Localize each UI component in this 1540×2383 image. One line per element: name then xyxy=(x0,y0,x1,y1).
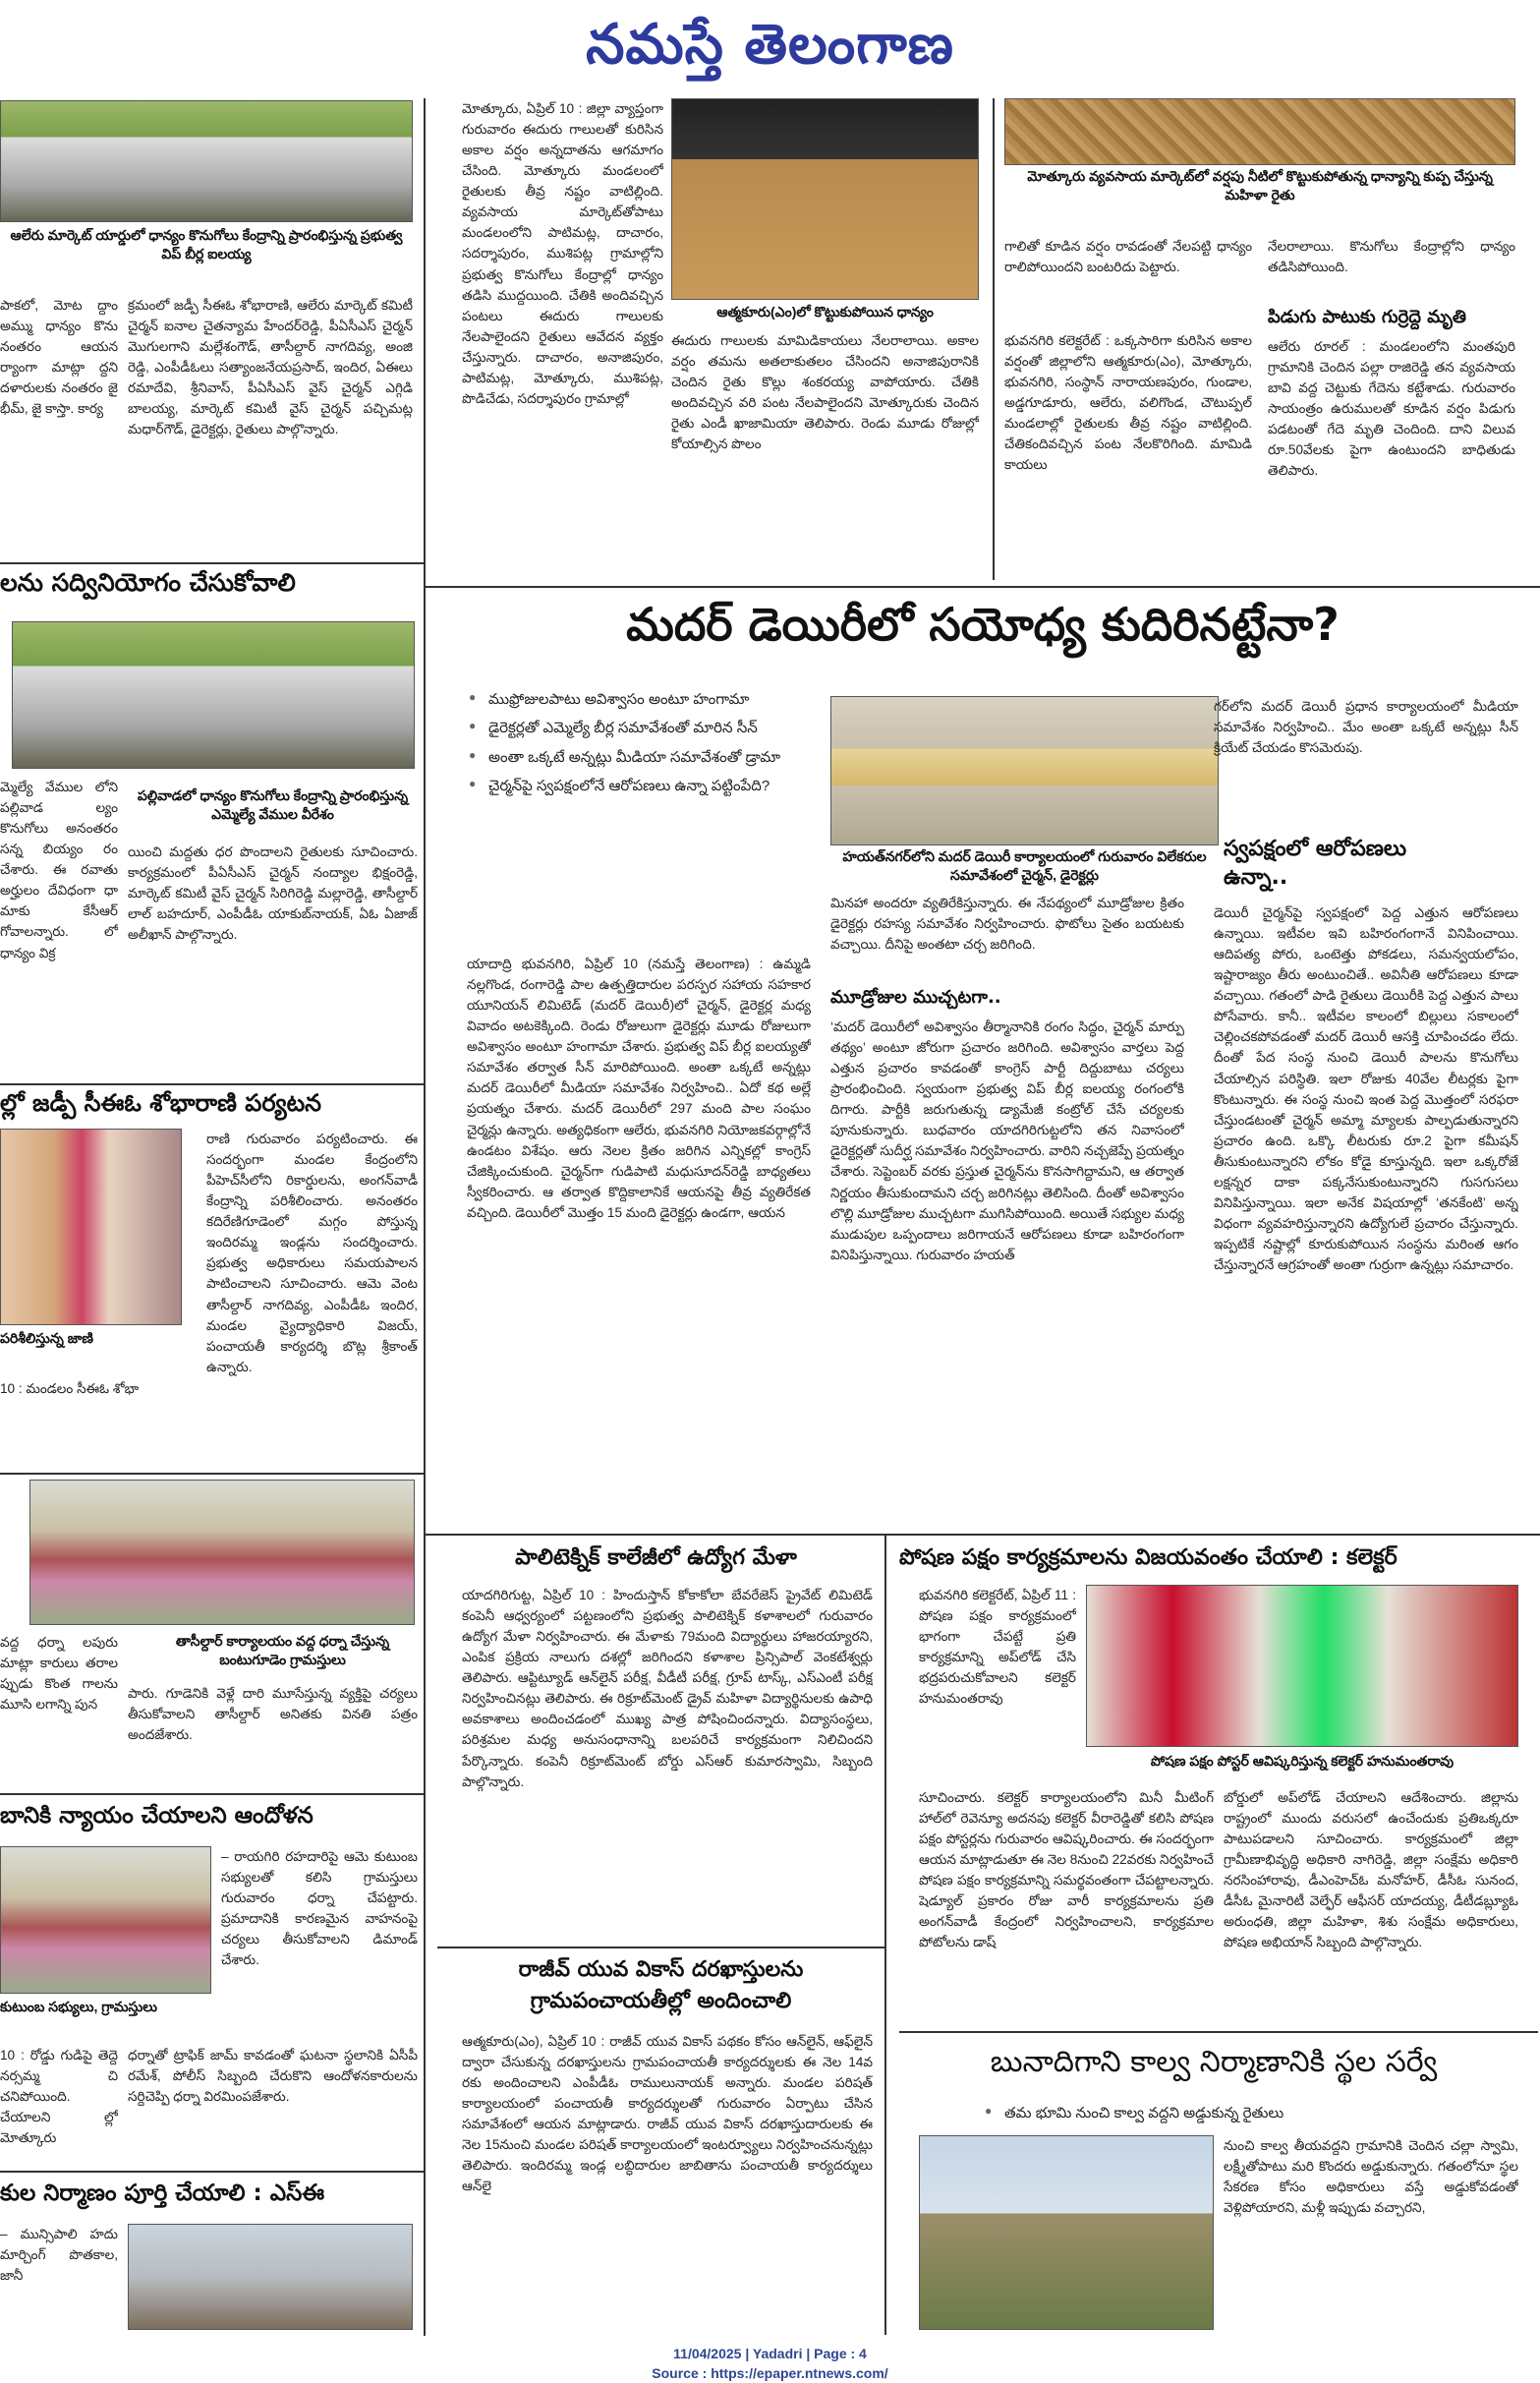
column-divider xyxy=(884,1534,886,2335)
caption-poshana-poster: పోషణ పక్షం పోస్టర్ ఆవిష్కరిస్తున్న కలెక్టర్ హనుమంతరావు xyxy=(1150,1753,1454,1769)
footer-source-line: Source : https://epaper.ntnews.com/ xyxy=(652,2364,888,2381)
section-divider xyxy=(0,1793,424,1795)
bullet-item: ● డైరెక్టర్లతో ఎమ్మెల్యే బీర్ల సమావేశంతో మారిన సీన్ xyxy=(467,717,821,739)
article-poshana-intro: భువనగిరి కలెక్టరేట్, ఏప్రిల్ 11 : పోషణ పక్షం కార్యక్రమంలో భాగంగా చేపట్టే ప్రతి కార్యక్రమాన్ని అప్‌లోడ్ చేసి భద్రపరుచుకోవాలని కలెక్టర్ హనుమంతరావు xyxy=(919,1588,1076,1707)
photo-mother-dairy-press xyxy=(830,696,1219,845)
article-pallivada-right: యించి మద్దతు ధర పొందాలని రైతులకు సూచించారు. కార్యక్రమంలో పీఏసీఎస్ చైర్మన్ నంద్యాల భిక్షంరెడ్డి, మార్కెట్ కమిటీ వైస్ చైర్మన్ సిరిగిరెడ్డి మల్లారెడ్డి, తాసీల్దార్ లాల్ బహదూర్, ఎంపీడీఓ యాకుబ్‌నాయక్, ఏఓ ఏజాజ్ అలీఖాన్ పాల్గొన్నారు. xyxy=(128,844,418,943)
caption-ceo-visit: పరిశీలిస్తున్న జాణి xyxy=(0,1330,93,1346)
caption-mothkur-market: మోత్కూరు వ్యవసాయ మార్కెట్‌లో వర్షపు నీటిలో కొట్టుకుపోతున్న ధాన్యాన్ని కుప్ప చేస్తున్న మహిళా రైతు xyxy=(1027,168,1493,203)
photo-ceo-visit xyxy=(0,1129,182,1325)
subhead-allegations: స్వపక్షంలో ఆరోపణలు ఉన్నా.. xyxy=(1224,837,1407,890)
article-rain-damage: మోత్కూరు, ఏప్రిల్ 10 : జిల్లా వ్యాప్తంగా గురువారం ఈదురు గాలులతో కురిసిన అకాల వర్షం అన్నదాతను ఆగమాగం చేసింది. మోత్కూరు మండలంలో రైతులకు తీవ్ర నష్టం వాటిల్లింది. వ్యవసాయ మార్కెట్‌తోపాటు మండలంలోని పాటిమట్ల, దాచారం, సదర్శాపురం, ముశిపట్ల గ్రామాల్లోని ప్రభుత్వ కొనుగోలు కేంద్రాల్లో ధాన్యం తడిసి ముద్దయింది. చేతికి అందివచ్చిన పంటలు ఈదురు గాలులకు నేలపాలైందని రైతులు ఆవేదన వ్యక్తం చేస్తున్నారు. దాచారం, అనాజిపురం, పాటిమట్ల, మోత్కూరు, ముశిపట్ల, పొడిచేడు, సదర్శాపురం గ్రామాల్లో xyxy=(462,101,663,406)
headline-canal-survey: బునాదిగాని కాల్వ నిర్మాణానికి స్థల సర్వే xyxy=(990,2045,1438,2079)
photo-mothkur-market xyxy=(1004,98,1515,165)
headline-job-mela: పాలిటెక్నిక్ కాలేజీలో ఉద్యోగ మేళా xyxy=(515,1545,797,1570)
section-divider xyxy=(899,2031,1538,2033)
article-main-col3a: గర్‌లోని మదర్ డెయిరీ ప్రధాన కార్యాలయంలో మీడియా సమావేశం నిర్వహించి.. మేం అంతా ఒక్కటే అన్నట్లు సీన్ క్రియేట్ చేయడం కొసమెరుపు. xyxy=(1214,699,1518,756)
section-divider xyxy=(0,1473,424,1475)
photo-canal-survey xyxy=(919,2135,1214,2330)
section-divider xyxy=(424,1534,1540,1536)
headline-ceo-visit: ల్లో జడ్పీ సీఈఓ శోభారాణి పర్యటన xyxy=(0,1089,321,1117)
article-main-col2b: ‘మదర్ డెయిరీలో అవిశ్వాసం తీర్మానానికి రంగం సిద్ధం, చైర్మన్ మార్పు తథ్యం’ అంటూ జోరుగా ప్రచారం జరిగింది. అవిశ్వాసం వార్తలు పెద్ద ఎత్తున ప్రచారం కావడంతో కాంగ్రెస్ పార్టీ దిద్దుబాటు చర్యలు ప్రారంభించింది. స్వయంగా ప్రభుత్వ విప్ బీర్ల ఐలయ్య రంగంలోకి దిగారు. పార్టీకి జరుగుతున్న డ్యామేజీ కంట్రోల్ చేసే చర్యలకు పూనుకున్నారు. బుధవారం యాదగిరిగుట్టలోని తన నివాసంలో డైరెక్టర్లతో సుదీర్ఘ సమావేశం నిర్వహించారు. వారిని నచ్చజెప్పే ప్రయత్నం చేశారు. సెప్టెంబర్ వరకు ప్రస్తుత చైర్మన్‌ను కొనసాగిద్దామని, ఆ తర్వాత నిర్ణయం తీసుకుందామని చర్చ జరిగినట్లు తెలిసింది. దీంతో అవిశ్వాసం లొల్లి మూడ్రోజుల ముచ్చటగా ముగిసిపోయింది. అయితే సభ్యుల మధ్య ముడుపుల ఒప్పందాలు జరిగాయనే ఆరోపణలు కూడా బహిరంగంగా వినిపిస్తున్నాయి. గురువారం హయత్ xyxy=(830,1019,1184,1262)
section-divider xyxy=(0,1083,424,1085)
section-divider xyxy=(0,2171,424,2173)
section-divider xyxy=(0,562,424,564)
photo-se-construction xyxy=(128,2224,413,2330)
article-aleru-right: క్రమంలో జడ్పీ సీఈఓ శోభారాణి, ఆలేరు మార్కెట్ కమిటీ చైర్మన్ ఐనాల చైతన్యామ హేందర్‌రెడ్డి, పీఏసీఎస్ చైర్మన్ మొగులగాని మల్లేశంగౌడ్, తాసీల్దార్ నాగదివ్య, అంజి రెడ్డి, ఎంపీడీఓలు సత్యాంజనేయప్రసాద్, ఇందిర, ఏఈలు రమాదేవి, శ్రీనివాస్, పీఏసీఎస్ వైస్ చైర్మన్ ఎగ్గిడి బాలయ్య, మార్కెట్ కమిటీ వైస్ చైర్మన్ పచ్చిమట్ల మధార్‌గౌడ్, డైరెక్టర్లు, రైతులు పాల్గొన్నారు. xyxy=(128,298,413,437)
article-rajiv-yuva: ఆత్మకూరు(ఎం), ఏప్రిల్ 10 : రాజీవ్ యువ వికాస్ పథకం కోసం ఆన్‌లైన్, ఆఫ్‌లైన్ ద్వారా చేసుకున్న దరఖాస్తులను గ్రామపంచాయతీ కార్యదర్శులకు ఈ నెల 14వ రకు అందించాలని ఎంపీడీఓ రాములునాయక్ అన్నారు. మండల పరిషత్ కార్యాలయంలో పంచాయతీ కార్యదర్శులతో గురువారం ఏర్పాటు చేసిన సమావేశంలో ఆయన మాట్లాడారు. రాజీవ్ యువ వికాస్ దరఖాస్తుదారులకు ఈ నెల 15నుంచి మండల పరిషత్ కార్యాలయంలో ఇంటర్వ్యూలు నిర్వహించనున్నట్లు తెలిపారు. ఇందిరమ్మ ఇండ్ల లబ్ధిదారుల జాబితాను పంచాయతీ కార్యదర్శులు ఆన్‌లై xyxy=(462,2034,873,2194)
canal-bullets xyxy=(983,2102,1494,2130)
masthead xyxy=(0,0,1540,93)
article-dharna-left: వద్ద ధర్నా లపురు మాట్లా కారులు తరాల ప్పుడు కొంత గాలను మూసి లగాన్ని పున xyxy=(0,1635,118,1713)
section-divider xyxy=(437,1947,884,1948)
photo-pallivada xyxy=(12,621,415,769)
newspaper-logo: నమస్తే తెలంగాణ xyxy=(586,12,954,77)
headline-rajiv-yuva: రాజీవ్ యువ వికాస్ దరఖాస్తులను గ్రామపంచాయతీల్లో అందించాలి xyxy=(518,1957,804,2013)
column-divider xyxy=(424,98,426,600)
column-divider xyxy=(993,98,995,580)
subhead-three-day: మూడ్రోజుల ముచ్చటగా.. xyxy=(830,987,1001,1008)
bullet-item: ● చైర్మన్‌పై స్వపక్షంలోనే ఆరోపణలు ఉన్నా పట్టింపేది? xyxy=(467,775,821,797)
article-rain-damage-cont: ఈదురు గాలులకు మామిడికాయలు నేలరాలాయి. అకాల వర్షం తమను అతలాకుతలం చేసిందని అనాజిపురానికి చెందిన రైతు కొల్లు శంకరయ్య వాపోయారు. చేతికి అందివచ్చిన వరి పంట నేలపాలైందని మోత్కూరుకు చెందిన రైతు ఎండీ ఖాజామియా తెలిపారు. రెండు మూడు రోజుల్లో కోయాల్సిన పొలం xyxy=(671,333,979,452)
headline-poshana: పోషణ పక్షం కార్యక్రమాలను విజయవంతం చేయాలి : కలెక్టర్ xyxy=(899,1545,1397,1570)
article-right-col1b: భువనగిరి కలెక్టరేట్ : ఒక్కసారిగా కురిసిన అకాల వర్షంతో జిల్లాలోని ఆత్మకూరు(ఎం), మోత్కూరు, భువనగిరి, సంస్థాన్ నారాయణపురం, గుండాల, అడ్డగూడూరు, ఆలేరు, వలిగొండ, చౌటుప్పల్ మండలాల్లో రైతులకు తీవ్ర నష్టం వాటిల్లింది. చేతికందివచ్చిన పంట నేలకొరిగింది. మామిడి కాయలు xyxy=(1004,333,1252,473)
article-right-col2a: నేలరాలాయి. కొనుగోలు కేంద్రాల్లోని ధాన్యం తడిసిపోయింది. xyxy=(1268,239,1515,275)
article-justice-left: 10 : రోడ్డు గుడిపై తెద్దె నర్సమ్మ చి చనిపోయింది. చేయాలని ల్లో మోత్కూరు xyxy=(0,2048,118,2146)
article-justice-protest: – రాయగిరి రహదారిపై ఆమె కుటుంబ సభ్యులతో కలిసి గ్రామస్తులు గురువారం ధర్నా చేపట్టారు. ప్రమాదానికి కారణమైన వాహనంపై చర్యలు తీసుకోవాలని డిమాండ్ చేశారు. xyxy=(221,1849,418,1968)
caption-justice-protest: కుటుంబ సభ్యులు, గ్రామస్తులు xyxy=(0,1999,157,2014)
section-divider xyxy=(424,586,1540,588)
article-main-col3b: డెయిరీ చైర్మన్‌పై స్వపక్షంలో పెద్ద ఎత్తున ఆరోపణలు ఉన్నాయి. ఇటీవల ఇవి బహిరంగంగానే వినిపించాయి. ఆదిపత్య పోరు, ఒంటెత్తు పోకడలు, సమన్వయలోపం, ఇష్టారాజ్యం తీరు అంటుంచితే.. అవినీతి ఆరోపణలు కూడా వచ్చాయి. గతంలో పాడి రైతులు డెయిరీకి పెద్ద ఎత్తున పాలు పోసేవారు. కానీ.. ఇటీవల కాలంలో బిల్లులు సకాలంలో చెల్లించకపోవడంతో మదర్ డెయిరీ ఆసక్తి చూపించడం లేదు. దీంతో పేద సంస్థ నుంచి డెయిరీ పాలను కొనుగోలు చేయాల్సిన పరిస్థితి. ఇలా రోజుకు 40వేల లీటర్లకు పైగా కొంటున్నారు. ఈ సంస్థ నుంచి ఇంత పెద్ద మొత్తంలో సరఫరా చేస్తుండటంతో చైర్మన్ అమ్మా మ్యాలకు పాల్పడుతున్నారని ప్రచారం ఉంది. ఒక్కొ లీటరుకు రూ.2 పైగా కమీషన్ తీసుకుంటున్నారని లోకం కోడై కూస్తున్నది. ఇలా ఒక్కరోజే లక్షన్నర దాకా పక్కనేసుకుంటున్నారని గుసగుసలు వినిపిస్తున్నాయి. ఇలా అనేక విషయాల్లో ‘తనకేంటి’ అన్న విధంగా వ్యవహరిస్తున్నారని ఉద్యోగులే ప్రచారం చేస్తున్నారు. ఇప్పటికే నష్టాల్లో కూరుకుపోయిన సంస్థను మరింత ఆగం చేస్తున్నారనే ఆగ్రహంతో అంతా గుర్రుగా ఉన్నట్లు సమాచారం. xyxy=(1214,905,1518,1273)
article-se-construction: – మున్సిపాలి హదు మార్చింగ్ పొతకాల, జానీ xyxy=(0,2227,118,2284)
caption-pallivada: పల్లివాడలో ధాన్యం కొనుగోలు కేంద్రాన్ని ప్రారంభిస్తున్న ఎమ్మెల్యే వేముల వీరేశం xyxy=(137,787,409,822)
article-canal-survey: నుంచి కాల్వ తీయవద్దని గ్రామానికి చెందిన చల్లా స్వామి, లక్ష్మీతోపాటు మరి కొందరు అడ్డుకున్నారు. గతంలోనూ స్థల సేకరణ కోసం అధికారులు వస్తే అడ్డుకోవడంతో వెళ్లిపోయారని, మళ్లీ ఇప్పుడు వచ్చారని, xyxy=(1224,2138,1518,2216)
bullet-item: ● ముఫ్రోజులపాటు అవిశ్వాసం అంటూ హంగామా xyxy=(467,688,821,711)
bullet-item: ● అంతా ఒక్కటే అన్నట్లు మీడియా సమావేశంతో డ్రామా xyxy=(467,746,821,769)
article-dharna: పారు. గూడెనికి వెళ్లే దారి మూసేస్తున్న వ్యక్తిపై చర్యలు తీసుకోవాలని తాసీల్దార్ అనితకు వినతి పత్రం అందజేశారు. xyxy=(128,1686,418,1743)
bullet-item: ● తమ భూమి నుంచి కాల్వ వద్దని అడ్డుకున్న రైతులు xyxy=(983,2102,1494,2124)
caption-mother-dairy-press: హయత్‌నగర్‌లోని మదర్ డెయిరీ కార్యాలయంలో గురువారం విలేకరుల సమావేశంలో చైర్మన్, డైరెక్టర్లు xyxy=(842,848,1207,883)
subhead-buffalo-death: పిడుగు పాటుకు గుర్రెద్దె మృతి xyxy=(1268,307,1466,327)
column-divider xyxy=(424,586,426,2336)
page-footer xyxy=(0,2345,1540,2383)
photo-tahsildar-dharna xyxy=(29,1480,415,1625)
caption-grain-washed: ఆత్మకూరు(ఎం)లో కొట్టుకుపోయిన ధాన్యం xyxy=(716,304,934,320)
article-right-col1a: గాలితో కూడిన వర్షం రావడంతో నేలపట్టి ధాన్యం రాలిపోయిందని బంటరిదు పెట్టారు. xyxy=(1004,239,1252,275)
main-headline: మదర్ డెయిరీలో సయోధ్య కుదిరినట్టేనా? xyxy=(626,598,1340,651)
article-job-mela: యాదగిరిగుట్ట, ఏప్రిల్ 10 : హిందుస్తాన్ కోకాకోలా బేవరేజెస్ ప్రైవేట్ లిమిటెడ్ కంపెనీ ఆధ్వర్యంలో పట్టణంలోని ప్రభుత్వ పాలిటెక్నిక్ కళాశాలలో గురువారం ఉద్యోగ మేళా నిర్వహించారు. ఈ మేళాకు 79మంది విద్యార్థులు హాజరయ్యారని, ఎంపిక ప్రక్రియ నాలుగు దశల్లో జరిగిందని కళాశాల ప్రిన్సిపాల్ వెంకటేశ్వర్లు తెలిపారు. ఆప్టిట్యూడ్ ఆన్‌లైన్ పరీక్ష, వీడీటీ పరీక్ష, గ్రూప్ టాస్క్, ఎస్‌ఎంటీ పరీక్ష నిర్వహించినట్లు తెలిపారు. ఈ రిక్రూట్‌మెంట్ డ్రైవ్ మహిళా విద్యార్థినులకు ఉపాధి అవకాశాలు అందించడంలో ముఖ్య పాత్ర పోషించిందన్నారు. విద్యాసంస్థలు, పరిశ్రమల మధ్య అనుసంధానాన్ని బలపరిచే కార్యక్రమంగా నిలిచిందని పేర్కొన్నారు. కంపెనీ రిక్రూట్‌మెంట్ బోర్డు ఎస్‌ఆర్ కుమారస్వామి, సిబ్బంది పాల్గొన్నారు. xyxy=(462,1588,873,1789)
article-ceo-visit: రాణి గురువారం పర్యటించారు. ఈ సందర్భంగా మండల కేంద్రంలోని పీహెచ్‌సీలోని రికార్డులను, అంగన్‌వాడీ కేంద్రాన్ని పరిశీలించారు. అనంతరం కదిరేణిగూడెంలో మగ్గం పోస్తున్న ఇందిరమ్మ ఇండ్లను సందర్శించారు. ప్రభుత్వ అధికారులు సమయపాలన పాటించాలని సూచించారు. ఆమె వెంట తాసీల్దార్ నాగదివ్య, ఎంపీడీఓ ఇందిర, మండల వ్యైద్యాధికారి విజయ్, పంచాయతీ కార్యదర్శి బొట్ల శ్రీకాంత్ ఉన్నారు. xyxy=(206,1132,418,1374)
article-main-col1: యాదాద్రి భువనగిరి, ఏప్రిల్ 10 (నమస్తే తెలంగాణ) : ఉమ్మడి నల్లగొండ, రంగారెడ్డి పాల ఉత్పత్తిదారుల పరస్పర సహాయ సహకార యూనియన్ లిమిటెడ్ (మదర్ డెయిరీ)లో చైర్మన్, డైరెక్టర్ల మధ్య వివాదం అటకెక్కింది. రెండు రోజులుగా డైరెక్టర్లు మూడు రోజులుగా అవిశ్వాసం అంటూ హంగామా చేశారు. ప్రభుత్వ విప్ బీర్ల ఐలయ్యతో సమావేశం తర్వాత సీన్ మారిపోయింది. అంతా ఒక్కటే అన్నట్లు మదర్ డెయిరీలో మీడియా సమావేశం నిర్వహించి.. ఏదో కథ అల్లే ప్రయత్నం చేశారు. మదర్ డెయిరీలో 297 మంది పాల సంఘం చైర్మన్లు ఉన్నారు. అత్యధికంగా ఆలేరు, భువనగిరి నియోజకవర్గాల్లోనే ఉండటం విశేషం. ఆరు నెలల క్రితం జరిగిన ఎన్నికల్లో కాంగ్రెస్ చేజిక్కించుకుంది. చైర్మన్‌గా గుడిపాటి మధుసూదన్‌రెడ్డి బాధ్యతలు స్వీకరించారు. ఆ తర్వాత కొద్దికాలానికే ఆయనపై తీవ్ర వ్యతిరేకత వచ్చింది. డెయిరీలో మొత్తం 15 మంది డైరెక్టర్లు ఉండగా, ఆయన xyxy=(467,957,811,1220)
article-aleru-left: పాకలో, మోట ద్దాం అమ్ము ధాన్యం కొను నంతరం ఆయన ర్యాంగా మాట్లా ద్దని దళారులకు నంతరం జై భీమ్, జై కాస్తా. కార్య xyxy=(0,298,118,417)
article-poshana-col2: బోర్డులో అప్‌లోడ్ చేయాలని ఆదేశించారు. జిల్లాను రాష్ట్రంలో ముందు వరుసలో ఉంచేందుకు ప్రతిఒక్కరూ పాటుపడాలని సూచించారు. కార్యక్రమంలో జిల్లా గ్రామీణాభివృద్ధి అధికారి నాగిరెడ్డి, జిల్లా సంక్షేమ అధికారి నరసింహారావు, డీఎంహెచ్‌ఓ మనోహర్, డీసీఓ సునంద, డీసీఓ మైనారిటీ వెల్ఫేర్ ఆఫీసర్ యాదయ్య, డీటీడబ్ల్యూఓ అరుంధతి, జిల్లా మహిళా, శిశు సంక్షేమ అధికారులు, పోషణ అభియాన్ సిబ్బంది పాల్గొన్నారు. xyxy=(1224,1790,1518,1950)
footer-date-line: 11/04/2025 | Yadadri | Page : 4 xyxy=(673,2346,867,2361)
article-pallivada-left: మ్మెల్యే వేముల లోని పల్లివాడ ల్యం కొనుగోలు అనంతరం సన్న బియ్యం రం చేశారు. ఈ రవాతు అర్హులం దేవిధంగా ధా మాకు కేసీఆర్ గోవాలన్నారు. లో ధాన్యం విక్ర xyxy=(0,780,118,960)
photo-grain-washed xyxy=(671,98,979,300)
article-main-col2a: మినహా అందరూ వ్యతిరేకిస్తున్నారు. ఈ నేపథ్యంలో మూడ్రోజుల క్రితం డైరెక్టర్లు రహస్య సమావేశం నిర్వహించారు. ఫొటోలు సైతం బయటకు వచ్చాయి. దీనిపై అంతటా చర్చ జరిగింది. xyxy=(830,896,1184,953)
article-ceo-visit-left: 10 : మండలం సీఈఓ శోభా xyxy=(0,1381,140,1396)
headline-justice-protest: బానికి న్యాయం చేయాలని ఆందోళన xyxy=(0,1803,314,1829)
article-buffalo-death: ఆలేరు రూరల్ : మండలంలోని మంతపురి గ్రామానికి చెందిన పల్లా రాజిరెడ్డి తన వ్యవసాయ బావి వద్ద చెట్టుకు గేదెను కట్టేశాడు. గురువారం సాయంత్రం ఉరుములతో కూడిన వర్షం పిడుగు పడటంతో గేదె మృతి చెందింది. దాని విలువ రూ.50వేలకు పైగా ఉంటుందని బాధితుడు తెలిపారు. xyxy=(1268,339,1515,479)
headline-paddy-centre: లను సద్వినియోగం చేసుకోవాలి xyxy=(0,568,296,597)
article-justice-cont: ధర్నాతో ట్రాఫిక్ జామ్ కావడంతో ఘటనా స్థలానికి ఏసీపీ రమేశ్, పోలీస్ సిబ్బంది చేరుకొని ఆందోళనకారులను సర్దిచెప్పి ధర్నా విరమింపజేశారు. xyxy=(128,2048,418,2105)
main-bullets xyxy=(467,688,821,803)
caption-aleru-market: ఆలేరు మార్కెట్ యార్డులో ధాన్యం కొనుగోలు కేంద్రాన్ని ప్రారంభిస్తున్న ప్రభుత్వ విప్ బీర్ల ఐలయ్య xyxy=(10,227,403,262)
caption-tahsildar-dharna: తాసీల్దార్ కార్యాలయం వద్ద ధర్నా చేస్తున్న బంటుగూడెం గ్రామస్తులు xyxy=(175,1633,390,1667)
photo-aleru-market xyxy=(0,100,413,222)
article-poshana-col1: సూచించారు. కలెక్టర్ కార్యాలయంలోని మినీ మీటింగ్ హాల్‌లో రెవెన్యూ అదనపు కలెక్టర్ వీరారెడ్డితో కలిసి పోషణ పక్షం పోస్టర్లను గురువారం ఆవిష్కరించారు. ఈ సందర్భంగా ఆయన మాట్లాడుతూ ఈ నెల 8నుంచి 22వరకు నిర్వహించే పోషణ పక్షం కార్యక్రమాన్ని సమర్థవంతంగా చేపట్టాలన్నారు. షెడ్యూల్ ప్రకారం రోజు వారీ కార్యక్రమాలను ప్రతి అంగన్‌వాడీ కేంద్రంలో నిర్వహించాలని, కార్యక్రమాల పోటోలను డాష్ xyxy=(919,1790,1214,1950)
headline-se-construction: కుల నిర్మాణం పూర్తి చేయాలి : ఎస్ఈ xyxy=(0,2180,325,2206)
photo-justice-protest xyxy=(0,1846,211,1994)
photo-poshana-poster xyxy=(1086,1585,1518,1747)
